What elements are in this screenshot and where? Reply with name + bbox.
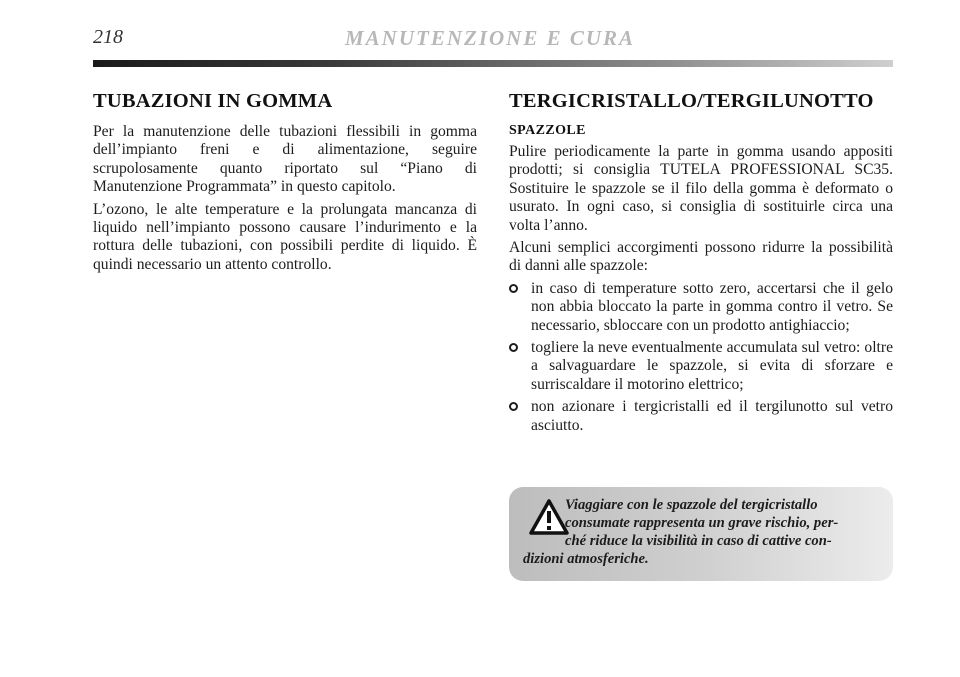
warning-text — [523, 496, 879, 568]
circle-bullet-icon — [509, 343, 518, 352]
warning-line: Viaggiare con le spazzole del tergicristallo — [565, 497, 818, 513]
warning-box — [509, 487, 893, 581]
wipers-heading: TERGICRISTALLO/TERGILUNOTTO — [509, 90, 874, 112]
circle-bullet-icon — [509, 402, 518, 411]
circle-bullet-icon — [509, 284, 518, 293]
rubber-hoses-paragraph-1: Per la manutenzione delle tubazioni flessibili in gomma dell’impianto freni e di alimentazione, seguire scrupolosamente quanto riportato sul “Piano di Manutenzione Programmata” in questo capitolo. — [93, 123, 477, 196]
wiper-blades-subheading: SPAZZOLE — [509, 123, 586, 138]
list-item-text: togliere la neve eventualmente accumulata sul vetro: oltre a salvaguardare le spazzole, si evita di sforzare e surriscaldare il motorino elettrico; — [531, 339, 893, 393]
wiper-tips-list — [509, 280, 893, 435]
rubber-hoses-paragraph-2: L’ozono, le alte temperature e la prolungata mancanza di liquido nell’impianto possono causare l’indurimento e la rottura delle tubazioni, con possibili perdite di liquido. È quindi necessario un attento controllo. — [93, 200, 477, 273]
warning-line: consumate rappresenta un grave rischio, per- — [565, 515, 839, 531]
left-column — [93, 90, 477, 278]
list-item — [509, 398, 893, 435]
warning-line: dizioni atmosferiche. — [523, 551, 649, 567]
list-item — [509, 339, 893, 394]
warning-line: ché riduce la visibilità in caso di cattive con- — [565, 533, 832, 549]
section-title: MANUTENZIONE E CURA — [345, 26, 636, 50]
header-divider — [93, 60, 893, 67]
right-column — [509, 90, 893, 439]
wipers-paragraph-1: Pulire periodicamente la parte in gomma usando appositi prodotti; si consiglia TUTELA PROFESSIONAL SC35. Sostituire le spazzole se il filo della gomma è deformato o usurato. In ogni caso, si consiglia di sostituirle circa una volta l’anno. — [509, 143, 893, 234]
list-item — [509, 280, 893, 335]
wipers-paragraph-2: Alcuni semplici accorgimenti possono ridurre la possibilità di danni alle spazzole: — [509, 239, 893, 275]
page-number: 218 — [93, 26, 123, 48]
rubber-hoses-heading: TUBAZIONI IN GOMMA — [93, 90, 333, 112]
list-item-text: non azionare i tergicristalli ed il tergilunotto sul vetro asciutto. — [531, 398, 893, 434]
list-item-text: in caso di temperature sotto zero, accertarsi che il gelo non abbia bloccato la parte in gomma contro il vetro. Se necessario, sbloccare con un prodotto antighiaccio; — [531, 279, 893, 334]
